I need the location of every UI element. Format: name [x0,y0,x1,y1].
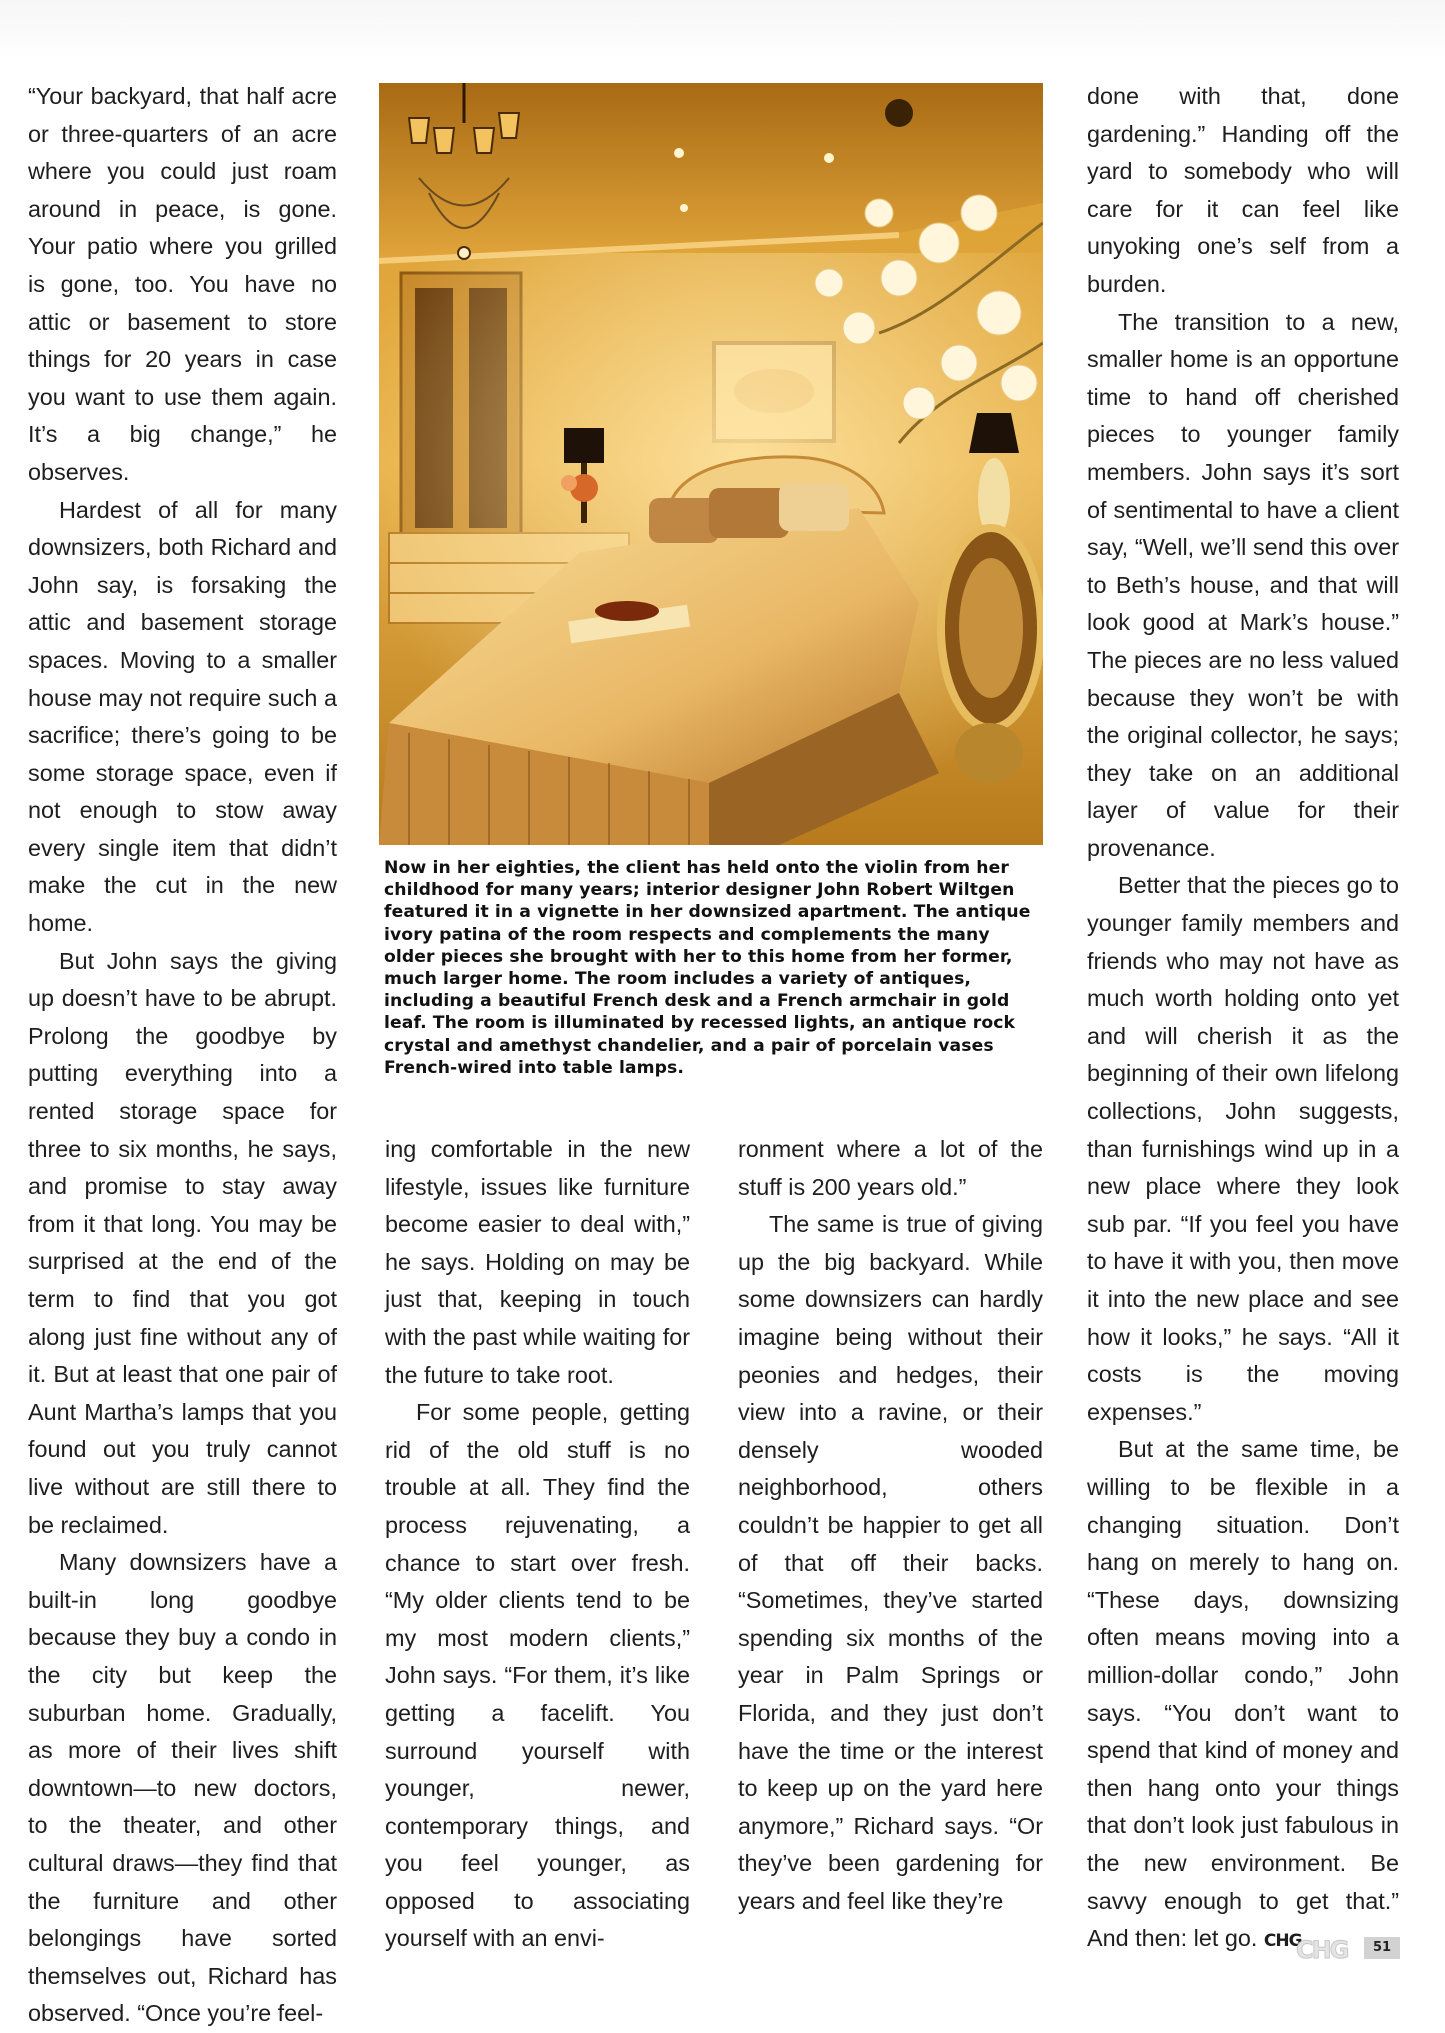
article-column-2 [385,1131,690,1958]
article-column-1 [28,78,337,2033]
paragraph: But John says the giving up doesn’t have to be abrupt. Prolong the goodbye by putting everything into a rented storage space for three to six months, he says, and promise to stay away from it that long. You may be surprised at the end of the term to find that you got along just fine without any of it. But at least that one pair of Aunt Martha’s lamps that you found out you truly cannot live without are still there to be reclaimed. [28,947,337,1538]
paragraph: done with that, done gardening.” Handing off the yard to somebody who will care for it can feel like unyoking one’s self from a burden. [1087,83,1399,297]
paragraph: For some people, getting rid of the old stuff is no trouble at all. They find the process rejuvenating, a chance to start over fresh. “My older clients tend to be my most modern clients,” John says. “For them, it’s like getting a facelift. You surround yourself with younger, newer, contemporary things, and you feel younger, as opposed to associating yourself with an envi- [385,1399,690,1952]
page-folio [1296,1936,1406,1964]
paragraph: ing comfortable in the new lifestyle, issues like furniture become easier to deal with,” he says. Holding on may be just that, keeping in touch with the past while waiting for the future to take root. [385,1136,690,1388]
end-mark: CHG [1263,1931,1302,1952]
page-number: 51 [1364,1937,1400,1959]
bedroom-photo [379,83,1043,845]
article-column-3 [738,1131,1043,1920]
paragraph: Many downsizers have a built-in long goodbye because they buy a condo in the city but keep the suburban home. Gradually, as more of their lives shift downtown—to new doctors, to the theater, and other cultural draws—they find that the furniture and other belongings have sorted themselves out, Richard has observed. “Once you’re feel- [28,1549,337,2027]
paragraph-text: But at the same time, be willing to be flexible in a changing situation. Don’t hang on merely to hang on. “These days, downsizing often means moving into a million-dollar condo,” John says. “You don’t want to spend that kind of money and then hang onto your things that don’t look just fabulous in the new environment. Be savvy enough to get that.” And then: let go. [1087,1436,1399,1952]
magazine-logo: CHG [1296,1936,1348,1964]
paragraph: Hardest of all for many downsizers, both Richard and John say, is forsaking the attic and basement storage spaces. Moving to a smaller house may not require such a sacrifice; there’s going to be some storage space, even if not enough to stow away every single item that didn’t make the cut in the new home. [28,496,337,937]
paragraph [1087,1431,1399,1960]
paragraph: The transition to a new, smaller home is an opportune time to hand off cherished pieces to younger family members. John says it’s sort of sentimental to have a client say, “Well, we’ll send this over to Beth’s house, and that will look good at Mark’s house.” The pieces are no less valued because they won’t be with the original collector, he says; they take on an additional layer of value for their provenance. [1087,308,1399,861]
top-bleed [0,0,1445,60]
article-column-4 [1087,78,1399,1961]
bedroom-illustration [379,83,1043,845]
paragraph: “Your backyard, that half acre or three-quarters of an acre where you could just roam around in peace, is gone. Your patio where you grilled is gone, too. You have no attic or basement to store things for 20 years in case you want to use them again. It’s a big change,” he observes. [28,83,337,485]
paragraph: Better that the pieces go to younger family members and friends who may not have as much worth holding onto yet and will cherish it as the beginning of their own lifelong collections, John suggests, than furnishings wind up in a new place where they look sub par. “If you feel you have to have it with you, then move it into the new place and see how it looks,” he says. “All it costs is the moving expenses.” [1087,872,1399,1425]
photo-caption: Now in her eighties, the client has held onto the violin from her childhood for many years; interior designer John Robert Wiltgen featured it in a vignette in her downsized apartment. The antique ivory patina of the room respects and complements the many older pieces she brought with her to this home from her former, much larger home. The room includes a variety of antiques, including a beautiful French desk and a French armchair in gold leaf. The room is illuminated by recessed lights, an antique rock crystal and amethyst chandelier, and a pair of porcelain vases French-wired into table lamps. [384,858,1031,1078]
paragraph: ronment where a lot of the stuff is 200 years old.” [738,1136,1043,1200]
paragraph: The same is true of giving up the big backyard. While some downsizers can hardly imagine being without their peonies and hedges, their view into a ravine, or their densely wooded neighborhood, others couldn’t be happier to get all of that off their backs. “Sometimes, they’ve started spending six months of the year in Palm Springs or Florida, and they just don’t have the time or the interest to keep up on the yard here anymore,” Richard says. “Or they’ve been gardening for years and feel like they’re [738,1211,1043,1914]
